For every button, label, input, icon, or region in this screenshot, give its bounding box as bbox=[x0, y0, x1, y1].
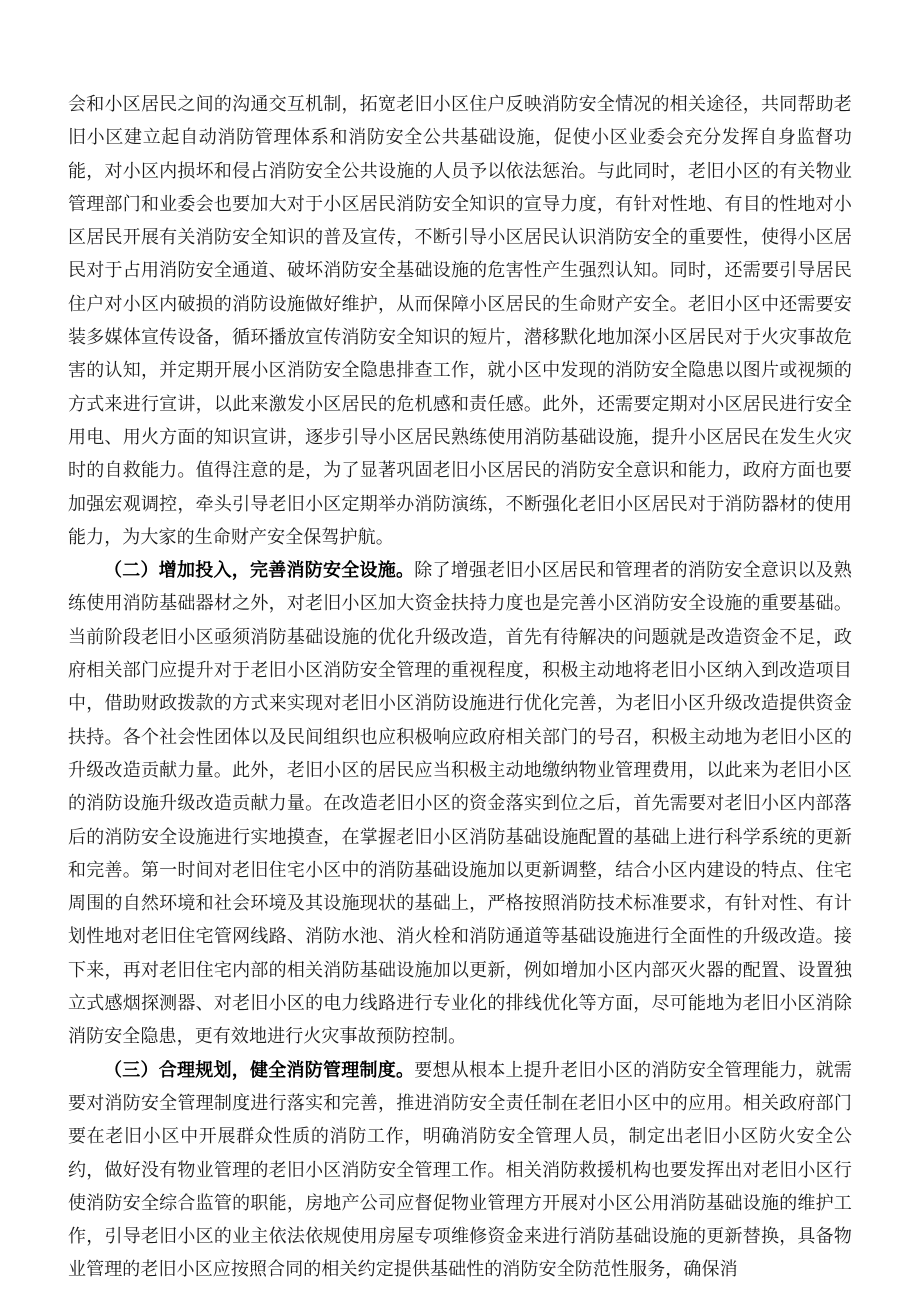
document-page bbox=[68, 88, 852, 1287]
section-heading: （二）增加投入，完善消防安全设施。 bbox=[104, 560, 415, 582]
paragraph-section-3 bbox=[68, 1054, 852, 1287]
paragraph-text: 要想从根本上提升老旧小区的消防安全管理能力，就需要对消防安全管理制度进行落实和完善，推进消防安全责任制在老旧小区中的应用。相关政府部门要在老旧小区中开展群众性质的消防工作，明确消防安全管理人员，制定出老旧小区防火安全公约，做好没有物业管理的老旧小区消防安全管理工作。相关消防救援机构也要发挥出对老旧小区行使消防安全综合监管的职能，房地产公司应督促物业管理方开展对小区公用消防基础设施的维护工作，引导老旧小区的业主依法依规使用房屋专项维修资金来进行消防基础设施的更新替换，具备物业管理的老旧小区应按照合同的相关约定提供基础性的消防安全防范性服务，确保消 bbox=[68, 1059, 852, 1281]
paragraph-text: 会和小区居民之间的沟通交互机制，拓宽老旧小区住户反映消防安全情况的相关途径，共同帮助老旧小区建立起自动消防管理体系和消防安全公共基础设施，促使小区业委会充分发挥自身监督功能，对小区内损坏和侵占消防安全公共设施的人员予以依法惩治。与此同时，老旧小区的有关物业管理部门和业委会也要加大对于小区居民消防安全知识的宣导力度，有针对性地、有目的性地对小区居民开展有关消防安全知识的普及宣传，不断引导小区居民认识消防安全的重要性，使得小区居民对于占用消防安全通道、破坏消防安全基础设施的危害性产生强烈认知。同时，还需要引导居民住户对小区内破损的消防设施做好维护，从而保障小区居民的生命财产安全。老旧小区中还需要安装多媒体宣传设备，循环播放宣传消防安全知识的短片，潜移默化地加深小区居民对于火灾事故危害的认知，并定期开展小区消防安全隐患排查工作，就小区中发现的消防安全隐患以图片或视频的方式来进行宣讲，以此来激发小区居民的危机感和责任感。此外，还需要定期对小区居民进行安全用电、用火方面的知识宣讲，逐步引导小区居民熟练使用消防基础设施，提升小区居民在发生火灾时的自救能力。值得注意的是，为了显著巩固老旧小区居民的消防安全意识和能力，政府方面也要加强宏观调控，牵头引导老旧小区定期举办消防演练，不断强化老旧小区居民对于消防器材的使用能力，为大家的生命财产安全保驾护航。 bbox=[68, 94, 852, 548]
paragraph-section-2 bbox=[68, 554, 852, 1053]
paragraph-text: 除了增强老旧小区居民和管理者的消防安全意识以及熟练使用消防基础器材之外，对老旧小区加大资金扶持力度也是完善小区消防安全设施的重要基础。当前阶段老旧小区亟须消防基础设施的优化升级改造，首先有待解决的问题就是改造资金不足，政府相关部门应提升对于老旧小区消防安全管理的重视程度，积极主动地将老旧小区纳入到改造项目中，借助财政拨款的方式来实现对老旧小区消防设施进行优化完善，为老旧小区升级改造提供资金扶持。各个社会性团体以及民间组织也应积极响应政府相关部门的号召，积极主动地为老旧小区的升级改造贡献力量。此外，老旧小区的居民应当积极主动地缴纳物业管理费用，以此来为老旧小区的消防设施升级改造贡献力量。在改造老旧小区的资金落实到位之后，首先需要对老旧小区内部落后的消防安全设施进行实地摸查，在掌握老旧小区消防基础设施配置的基础上进行科学系统的更新和完善。第一时间对老旧住宅小区中的消防基础设施加以更新调整，结合小区内建设的特点、住宅周围的自然环境和社会环境及其设施现状的基础上，严格按照消防技术标准要求，有针对性、有计划性地对老旧住宅管网线路、消防水池、消火栓和消防通道等基础设施进行全面性的升级改造。接下来，再对老旧住宅内部的相关消防基础设施加以更新，例如增加小区内部灭火器的配置、设置独立式感烟探测器、对老旧小区的电力线路进行专业化的排线优化等方面，尽可能地为老旧小区消除消防安全隐患，更有效地进行火灾事故预防控制。 bbox=[68, 560, 852, 1048]
paragraph-continuation bbox=[68, 88, 852, 554]
section-heading: （三）合理规划，健全消防管理制度。 bbox=[104, 1059, 415, 1081]
